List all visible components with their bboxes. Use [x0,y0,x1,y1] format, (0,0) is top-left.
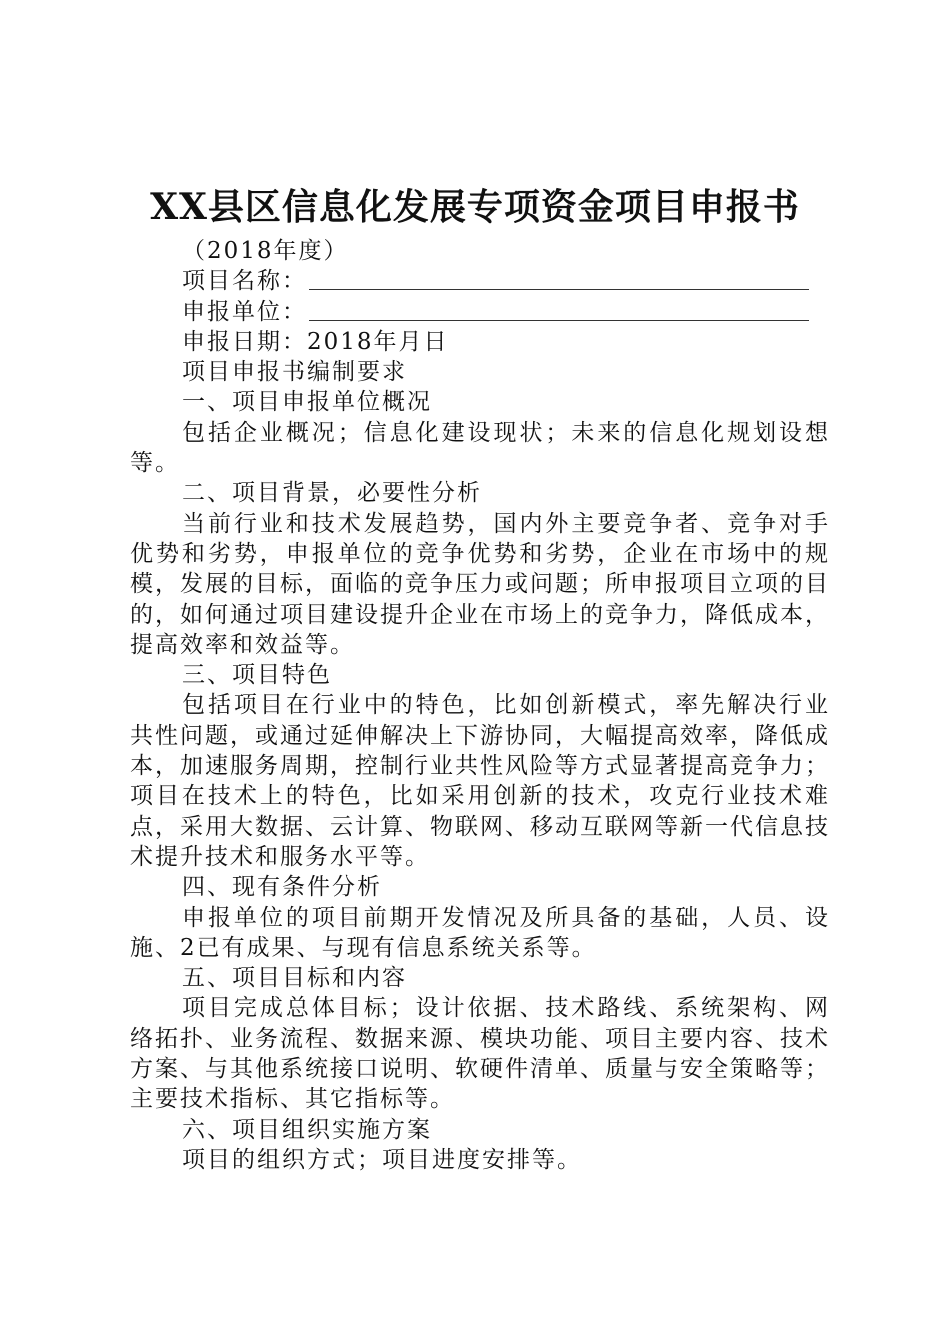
section-heading: 二、项目背景，必要性分析 [182,480,482,507]
applicant-label: 申报单位： [182,298,307,325]
section-body: 项目的组织方式；项目进度安排等。 [182,1146,582,1173]
section-body: 项目完成总体目标；设计依据、技术路线、系统架构、网络拓扑、业务流程、数据来源、模块功能、项目主要内容、技术方案、与其他系统接口说明、软硬件清单、质量与安全策略等；主要技术指标、其它指标等。 [130,995,830,1113]
section-heading: 五、项目目标和内容 [182,965,407,992]
document-body [130,236,830,1175]
project-name-field [130,266,830,296]
section-body: 包括企业概况；信息化建设现状；未来的信息化规划设想等。 [130,419,830,477]
section-heading: 四、现有条件分析 [182,874,382,901]
section-heading: 六、项目组织实施方案 [182,1116,432,1143]
document-title: XX县区信息化发展专项资金项目申报书 [150,186,800,228]
section-heading: 三、项目特色 [182,662,332,689]
requirements-heading: 项目申报书编制要求 [182,359,407,386]
section-body: 包括项目在行业中的特色，比如创新模式，率先解决行业共性问题，或通过延伸解决上下游协同，大幅提高效率，降低成本，加速服务周期，控制行业共性风险等方式显著提高竞争力；项目在技术上的特色，比如采用创新的技术，攻克行业技术难点，采用大数据、云计算、物联网、移动互联网等新一代信息技术提升技术和服务水平等。 [130,692,830,870]
year-line: （2018年度） [182,238,349,264]
section-heading: 一、项目申报单位概况 [182,389,432,416]
section-body: 申报单位的项目前期开发情况及所具备的基础，人员、设施、2已有成果、与现有信息系统关系等。 [130,904,830,961]
project-name-blank [309,267,809,290]
applicant-blank [309,298,809,321]
project-name-label: 项目名称： [182,268,307,295]
applicant-field [130,297,830,327]
date-line: 申报日期：2018年月日 [182,328,449,355]
section-body: 当前行业和技术发展趋势，国内外主要竞争者、竞争对手优势和劣势，申报单位的竞争优势和劣势，企业在市场中的规模，发展的目标，面临的竞争压力或问题；所申报项目立项的目的，如何通过项目建设提升企业在市场上的竞争力，降低成本，提高效率和效益等。 [130,510,830,658]
